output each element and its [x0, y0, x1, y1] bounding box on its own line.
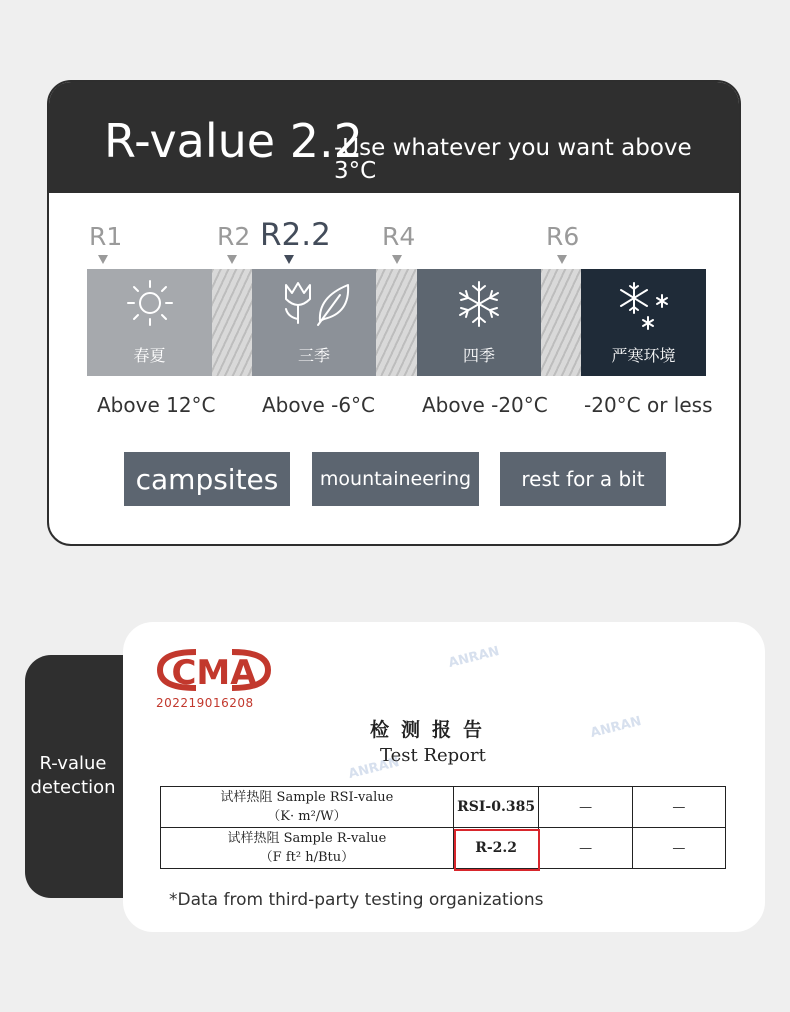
cma-logo-text: CMA	[171, 653, 257, 693]
card-subtitle: -Use whatever you want above 3°C	[334, 135, 692, 184]
r-label-r2-2: R2.2	[260, 217, 331, 253]
sun-icon	[126, 279, 174, 327]
transition-hatch	[541, 269, 581, 376]
season-spring-summer	[87, 269, 212, 376]
transition-hatch	[212, 269, 252, 376]
r-label-r1: R1	[89, 222, 123, 251]
detection-label-line2: detection	[30, 777, 116, 798]
table-row	[161, 828, 726, 869]
marker-arrow	[392, 255, 402, 264]
tulip-leaf-icon	[274, 279, 354, 327]
snowflake-icon	[454, 279, 504, 329]
cma-logo	[156, 646, 272, 694]
watermark: ANRAN	[588, 713, 643, 742]
temp-label: Above -20°C	[422, 393, 548, 417]
marker-arrow-active	[284, 255, 294, 264]
table-row	[161, 787, 726, 828]
card-title: R-value 2.2	[104, 114, 363, 168]
season-caption: 四季	[462, 346, 495, 365]
empty-cell: —	[632, 828, 725, 869]
marker-arrow	[227, 255, 237, 264]
empty-cell: —	[539, 828, 632, 869]
r-label-r2: R2	[217, 222, 251, 251]
source-note: *Data from third-party testing organizations	[169, 890, 544, 910]
season-four-season	[417, 269, 541, 376]
transition-hatch	[376, 269, 417, 376]
empty-cell: —	[539, 787, 632, 828]
temp-label: -20°C or less	[584, 393, 713, 417]
season-caption: 春夏	[133, 346, 166, 365]
report-table	[160, 786, 726, 869]
r-value-card	[47, 80, 741, 546]
r-value: R-2.2	[453, 828, 539, 869]
empty-cell: —	[632, 787, 725, 828]
report-title-en: Test Report	[380, 745, 486, 766]
detection-label-line1: R-value	[39, 753, 107, 774]
card-header	[49, 82, 739, 193]
r-label-r4: R4	[382, 222, 416, 251]
row-label: 试样热阻 Sample R-value （F ft² h/Btu）	[161, 828, 454, 869]
activity-rest: rest for a bit	[500, 452, 666, 506]
season-band	[87, 269, 709, 376]
row-label: 试样热阻 Sample RSI-value （K· m²/W）	[161, 787, 454, 828]
marker-arrow	[98, 255, 108, 264]
r-label-r6: R6	[546, 222, 580, 251]
temp-label: Above 12°C	[97, 393, 216, 417]
r-value-highlight-box	[454, 829, 540, 871]
watermark: ANRAN	[346, 754, 401, 783]
season-caption: 严寒环境	[611, 346, 676, 365]
snowflakes-icon	[612, 279, 676, 335]
season-extreme-cold	[581, 269, 706, 376]
activity-mountaineering: mountaineering	[312, 452, 479, 506]
marker-arrow	[557, 255, 567, 264]
activity-campsites: campsites	[124, 452, 290, 506]
test-report-card	[123, 622, 765, 932]
certificate-number: 202219016208	[156, 696, 254, 710]
watermark: ANRAN	[446, 643, 501, 672]
report-title-cn: 检测报告	[370, 719, 495, 741]
temp-label: Above -6°C	[262, 393, 376, 417]
rsi-value: RSI-0.385	[453, 787, 539, 828]
season-caption: 三季	[297, 346, 330, 365]
season-three-season	[252, 269, 376, 376]
